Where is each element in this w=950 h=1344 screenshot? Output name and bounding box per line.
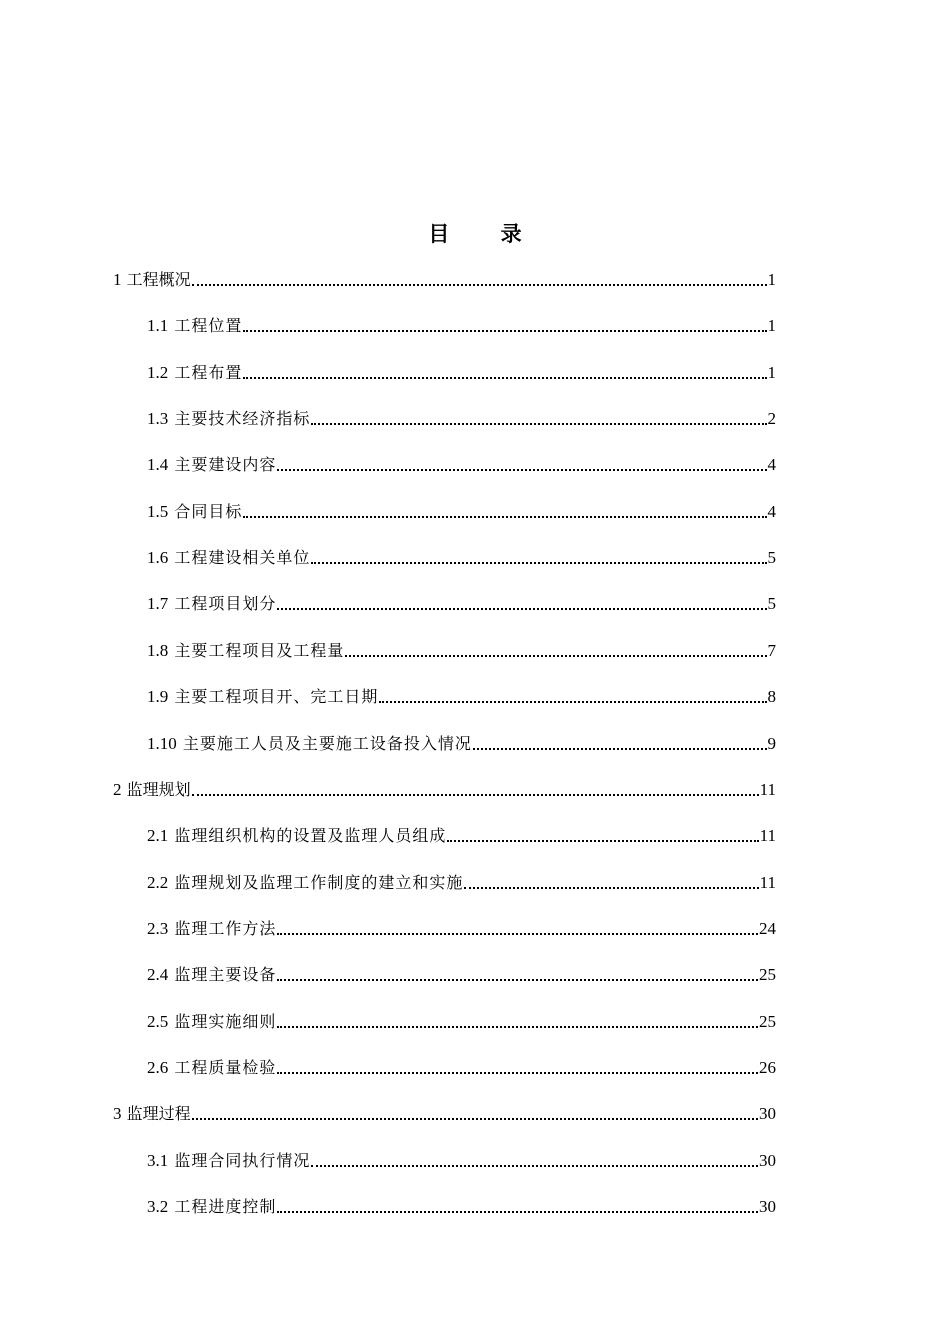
toc-entry[interactable] xyxy=(147,915,776,939)
toc-entry-text: 监理实施细则 xyxy=(174,1012,277,1031)
toc-page-number: 9 xyxy=(767,734,776,753)
toc-entry-text: 工程项目划分 xyxy=(174,594,277,613)
toc-entry-text: 工程质量检验 xyxy=(174,1058,277,1077)
toc-entry-number: 1.7 xyxy=(147,594,169,613)
toc-entry-label xyxy=(147,1058,276,1078)
toc-dot-leader xyxy=(464,887,758,889)
toc-entry-text: 主要建设内容 xyxy=(174,455,277,474)
toc-dot-leader xyxy=(379,701,766,703)
toc-entry-number: 1.8 xyxy=(147,641,169,660)
toc-dot-leader xyxy=(192,1118,758,1120)
toc-entry-text: 监理合同执行情况 xyxy=(174,1151,311,1170)
toc-page-number: 4 xyxy=(767,455,776,474)
toc-entry-label xyxy=(113,270,191,290)
toc-page-number: 4 xyxy=(767,502,776,521)
toc-entry-label xyxy=(147,363,242,383)
toc-title: 目 录 xyxy=(428,222,544,246)
toc-entry-label xyxy=(147,826,446,846)
toc-page-number: 24 xyxy=(759,919,776,938)
toc-page-number: 1 xyxy=(767,270,776,289)
toc-entry-text: 合同目标 xyxy=(174,502,243,521)
toc-dot-leader xyxy=(277,1026,758,1028)
toc-entry-text: 监理规划 xyxy=(126,780,191,799)
toc-dot-leader xyxy=(243,516,766,518)
toc-entry-text: 主要工程项目开、完工日期 xyxy=(174,687,379,706)
toc-dot-leader xyxy=(447,840,758,842)
toc-entry[interactable] xyxy=(147,1193,776,1217)
toc-entry[interactable] xyxy=(147,498,776,522)
toc-dot-leader xyxy=(345,655,766,657)
toc-page-number: 11 xyxy=(759,873,776,892)
toc-entry[interactable] xyxy=(147,451,776,475)
toc-page-number: 5 xyxy=(767,594,776,613)
toc-entry[interactable] xyxy=(147,405,776,429)
toc-entry-text: 监理过程 xyxy=(126,1104,191,1123)
toc-entry[interactable] xyxy=(113,776,776,800)
toc-entry-label xyxy=(147,873,463,893)
toc-entry-number: 2.5 xyxy=(147,1012,169,1031)
toc-entry-number: 1.9 xyxy=(147,687,169,706)
toc-entry-label xyxy=(147,502,242,522)
toc-entry-label xyxy=(147,594,276,614)
toc-dot-leader xyxy=(311,423,766,425)
toc-entry-text: 监理工作方法 xyxy=(174,919,277,938)
toc-entry-text: 主要施工人员及主要施工设备投入情况 xyxy=(182,734,472,753)
toc-dot-leader xyxy=(243,330,766,332)
toc-entry-number: 3 xyxy=(113,1104,122,1123)
toc-entry-label xyxy=(147,1012,276,1032)
toc-page-number: 11 xyxy=(759,780,776,799)
toc-entry[interactable] xyxy=(147,590,776,614)
toc-dot-leader xyxy=(277,1072,758,1074)
toc-entry[interactable] xyxy=(147,1008,776,1032)
toc-page-number: 26 xyxy=(759,1058,776,1077)
toc-entry-label xyxy=(147,734,472,754)
toc-page-number: 7 xyxy=(767,641,776,660)
toc-entry-label xyxy=(147,641,344,661)
toc-dot-leader xyxy=(311,1165,758,1167)
toc-entry[interactable] xyxy=(147,637,776,661)
toc-entry-number: 2.6 xyxy=(147,1058,169,1077)
toc-entry-text: 主要工程项目及工程量 xyxy=(174,641,345,660)
toc-entry-label xyxy=(113,780,191,800)
toc-entry-text: 监理规划及监理工作制度的建立和实施 xyxy=(174,873,464,892)
toc-entry-number: 2 xyxy=(113,780,122,799)
toc-dot-leader xyxy=(277,1211,758,1213)
toc-entry[interactable] xyxy=(147,544,776,568)
toc-page-number: 11 xyxy=(759,826,776,845)
toc-entry[interactable] xyxy=(147,961,776,985)
toc-entry-number: 1.10 xyxy=(147,734,177,753)
toc-entry-label xyxy=(147,919,276,939)
toc-entry-label xyxy=(147,1151,310,1171)
toc-entry-label xyxy=(113,1104,191,1124)
toc-entry[interactable] xyxy=(147,730,776,754)
toc-entry-text: 监理组织机构的设置及监理人员组成 xyxy=(174,826,447,845)
toc-entry-number: 1 xyxy=(113,270,122,289)
toc-entry-number: 1.5 xyxy=(147,502,169,521)
toc-dot-leader xyxy=(277,979,758,981)
toc-entry-label xyxy=(147,455,276,475)
toc-page-number: 30 xyxy=(759,1197,776,1216)
toc-dot-leader xyxy=(277,608,766,610)
toc-entry-number: 2.3 xyxy=(147,919,169,938)
toc-entry-label xyxy=(147,965,276,985)
toc-entry-number: 3.1 xyxy=(147,1151,169,1170)
toc-entry-number: 3.2 xyxy=(147,1197,169,1216)
toc-entry-text: 工程建设相关单位 xyxy=(174,548,311,567)
toc-entry-number: 1.6 xyxy=(147,548,169,567)
toc-entry-number: 1.4 xyxy=(147,455,169,474)
toc-entry-number: 2.4 xyxy=(147,965,169,984)
toc-page-number: 30 xyxy=(759,1151,776,1170)
toc-entry-text: 主要技术经济指标 xyxy=(174,409,311,428)
toc-page-number: 25 xyxy=(759,1012,776,1031)
toc-entry-number: 1.2 xyxy=(147,363,169,382)
toc-page-number: 8 xyxy=(767,687,776,706)
toc-entry[interactable] xyxy=(147,822,776,846)
toc-entry-number: 1.1 xyxy=(147,316,169,335)
toc-page-number: 30 xyxy=(759,1104,776,1123)
toc-entry[interactable] xyxy=(113,266,776,290)
toc-dot-leader xyxy=(277,933,758,935)
toc-entry-text: 监理主要设备 xyxy=(174,965,277,984)
toc-entry-number: 2.2 xyxy=(147,873,169,892)
toc-dot-leader xyxy=(473,748,767,750)
toc-entry[interactable] xyxy=(147,1147,776,1171)
toc-entry-label xyxy=(147,687,378,707)
toc-entry[interactable] xyxy=(147,869,776,893)
toc-entry-number: 2.1 xyxy=(147,826,169,845)
toc-dot-leader xyxy=(243,377,766,379)
toc-page-number: 5 xyxy=(767,548,776,567)
toc-dot-leader xyxy=(192,794,759,796)
toc-dot-leader xyxy=(311,562,766,564)
toc-entry-number: 1.3 xyxy=(147,409,169,428)
toc-page-number: 2 xyxy=(767,409,776,428)
toc-entry-text: 工程概况 xyxy=(126,270,191,289)
toc-page-number: 25 xyxy=(759,965,776,984)
toc-entry[interactable] xyxy=(147,683,776,707)
toc-dot-leader xyxy=(192,284,767,286)
toc-page-number: 1 xyxy=(767,316,776,335)
toc-page-number: 1 xyxy=(767,363,776,382)
toc-entry-label xyxy=(147,316,242,336)
toc-entry[interactable] xyxy=(113,1100,776,1124)
toc-entry-text: 工程进度控制 xyxy=(174,1197,277,1216)
toc-entry-text: 工程布置 xyxy=(174,363,243,382)
toc-entry-text: 工程位置 xyxy=(174,316,243,335)
toc-entry[interactable] xyxy=(147,1054,776,1078)
toc-entry-label xyxy=(147,548,310,568)
toc-entry[interactable] xyxy=(147,359,776,383)
toc-dot-leader xyxy=(277,469,766,471)
toc-entry[interactable] xyxy=(147,312,776,336)
toc-entry-label xyxy=(147,1197,276,1217)
toc-entry-label xyxy=(147,409,310,429)
